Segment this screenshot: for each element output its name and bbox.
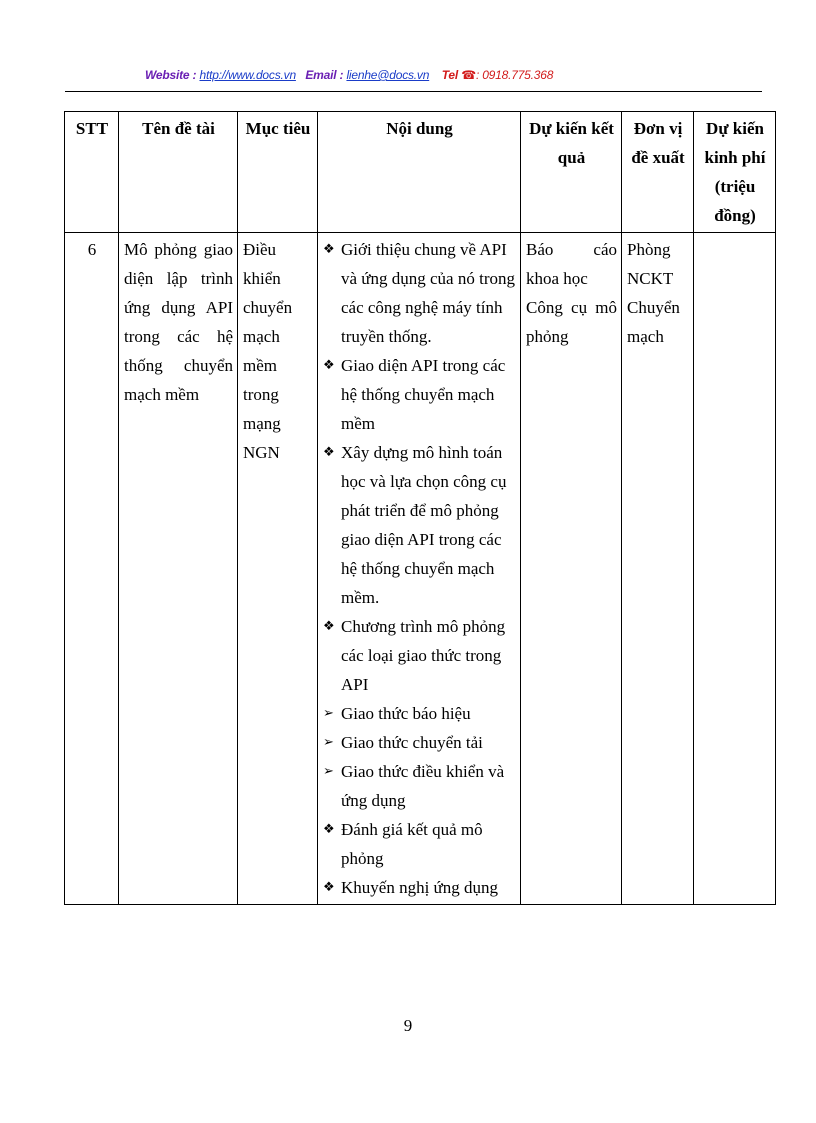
content-list-text: Giao thức điều khiển và ứng dụng: [341, 762, 505, 810]
header-divider: [65, 91, 762, 92]
content-list-item: [323, 438, 516, 612]
content-list-text: Khuyến nghị ứng dụng: [341, 878, 499, 897]
content-list-text: Giao thức chuyển tải: [341, 733, 483, 752]
content-list-text: Xây dựng mô hình toán học và lựa chọn công cụ phát triển để mô phỏng giao diện API trong các hệ thống chuyển mạch mềm.: [341, 443, 507, 607]
content-list-text: Giao thức báo hiệu: [341, 704, 471, 723]
content-list-item: [323, 351, 516, 438]
arrow-bullet-icon: ➢: [323, 735, 334, 750]
website-label: Website :: [145, 68, 197, 82]
email-link[interactable]: lienhe@docs.vn: [346, 68, 430, 82]
header-ten-de-tai: Tên đề tài: [119, 112, 238, 233]
arrow-bullet-icon: ➢: [323, 706, 334, 721]
arrow-bullet-icon: ➢: [323, 764, 334, 779]
content-list-item: [323, 235, 516, 351]
content-list-item: [323, 728, 516, 757]
cell-ten-de-tai: Mô phỏng giao diện lập trình ứng dụng API trong các hệ thống chuyển mạch mềm: [119, 233, 238, 905]
header-don-vi-de-xuat: Đơn vị đề xuất: [622, 112, 694, 233]
topic-table: [64, 111, 776, 905]
content-list-item: [323, 757, 516, 815]
result-item: Công cụ mô phỏng: [526, 298, 617, 346]
content-list-item: [323, 612, 516, 699]
header-du-kien-kinh-phi: Dự kiến kinh phí (triệu đồng): [694, 112, 776, 233]
cell-muc-tieu: Điều khiển chuyển mạch mềm trong mạng NGN: [238, 233, 318, 905]
header-du-kien-ket-qua: Dự kiến kết quả: [521, 112, 622, 233]
tel-label: Tel: [441, 68, 459, 82]
content-list-text: Đánh giá kết quả mô phỏng: [341, 820, 483, 868]
cell-noi-dung: [318, 233, 521, 905]
header-noi-dung: Nội dung: [318, 112, 521, 233]
content-list-text: Chương trình mô phỏng các loại giao thức trong API: [341, 617, 506, 694]
diamond-bullet-icon: ❖: [323, 445, 335, 460]
diamond-bullet-icon: ❖: [323, 880, 335, 895]
phone-icon: ☎: [461, 68, 476, 82]
header-stt: STT: [65, 112, 119, 233]
content-list: [323, 235, 516, 902]
content-list-item: [323, 873, 516, 902]
cell-don-vi-de-xuat: Phòng NCKT Chuyển mạch: [622, 233, 694, 905]
cell-stt: 6: [65, 233, 119, 905]
diamond-bullet-icon: ❖: [323, 619, 335, 634]
content-list-item: [323, 699, 516, 728]
content-list-text: Giao diện API trong các hệ thống chuyển mạch mềm: [341, 356, 506, 433]
content-list-text: Giới thiệu chung về API và ứng dụng của nó trong các công nghệ máy tính truyền thống.: [341, 240, 515, 346]
email-separator: :: [339, 68, 344, 82]
content-list-item: [323, 815, 516, 873]
cell-du-kien-kinh-phi: [694, 233, 776, 905]
result-item: Báo cáo khoa học: [526, 240, 617, 288]
diamond-bullet-icon: ❖: [323, 242, 335, 257]
page-header: [145, 68, 553, 82]
diamond-bullet-icon: ❖: [323, 358, 335, 373]
cell-du-kien-ket-qua: [521, 233, 622, 905]
table-row: [65, 233, 776, 905]
diamond-bullet-icon: ❖: [323, 822, 335, 837]
page-number: 9: [403, 1016, 413, 1035]
website-link[interactable]: http://www.docs.vn: [199, 68, 296, 82]
table-header-row: [65, 112, 776, 233]
tel-value: : 0918.775.368: [475, 68, 554, 82]
header-muc-tieu: Mục tiêu: [238, 112, 318, 233]
email-label: Email: [305, 68, 337, 82]
